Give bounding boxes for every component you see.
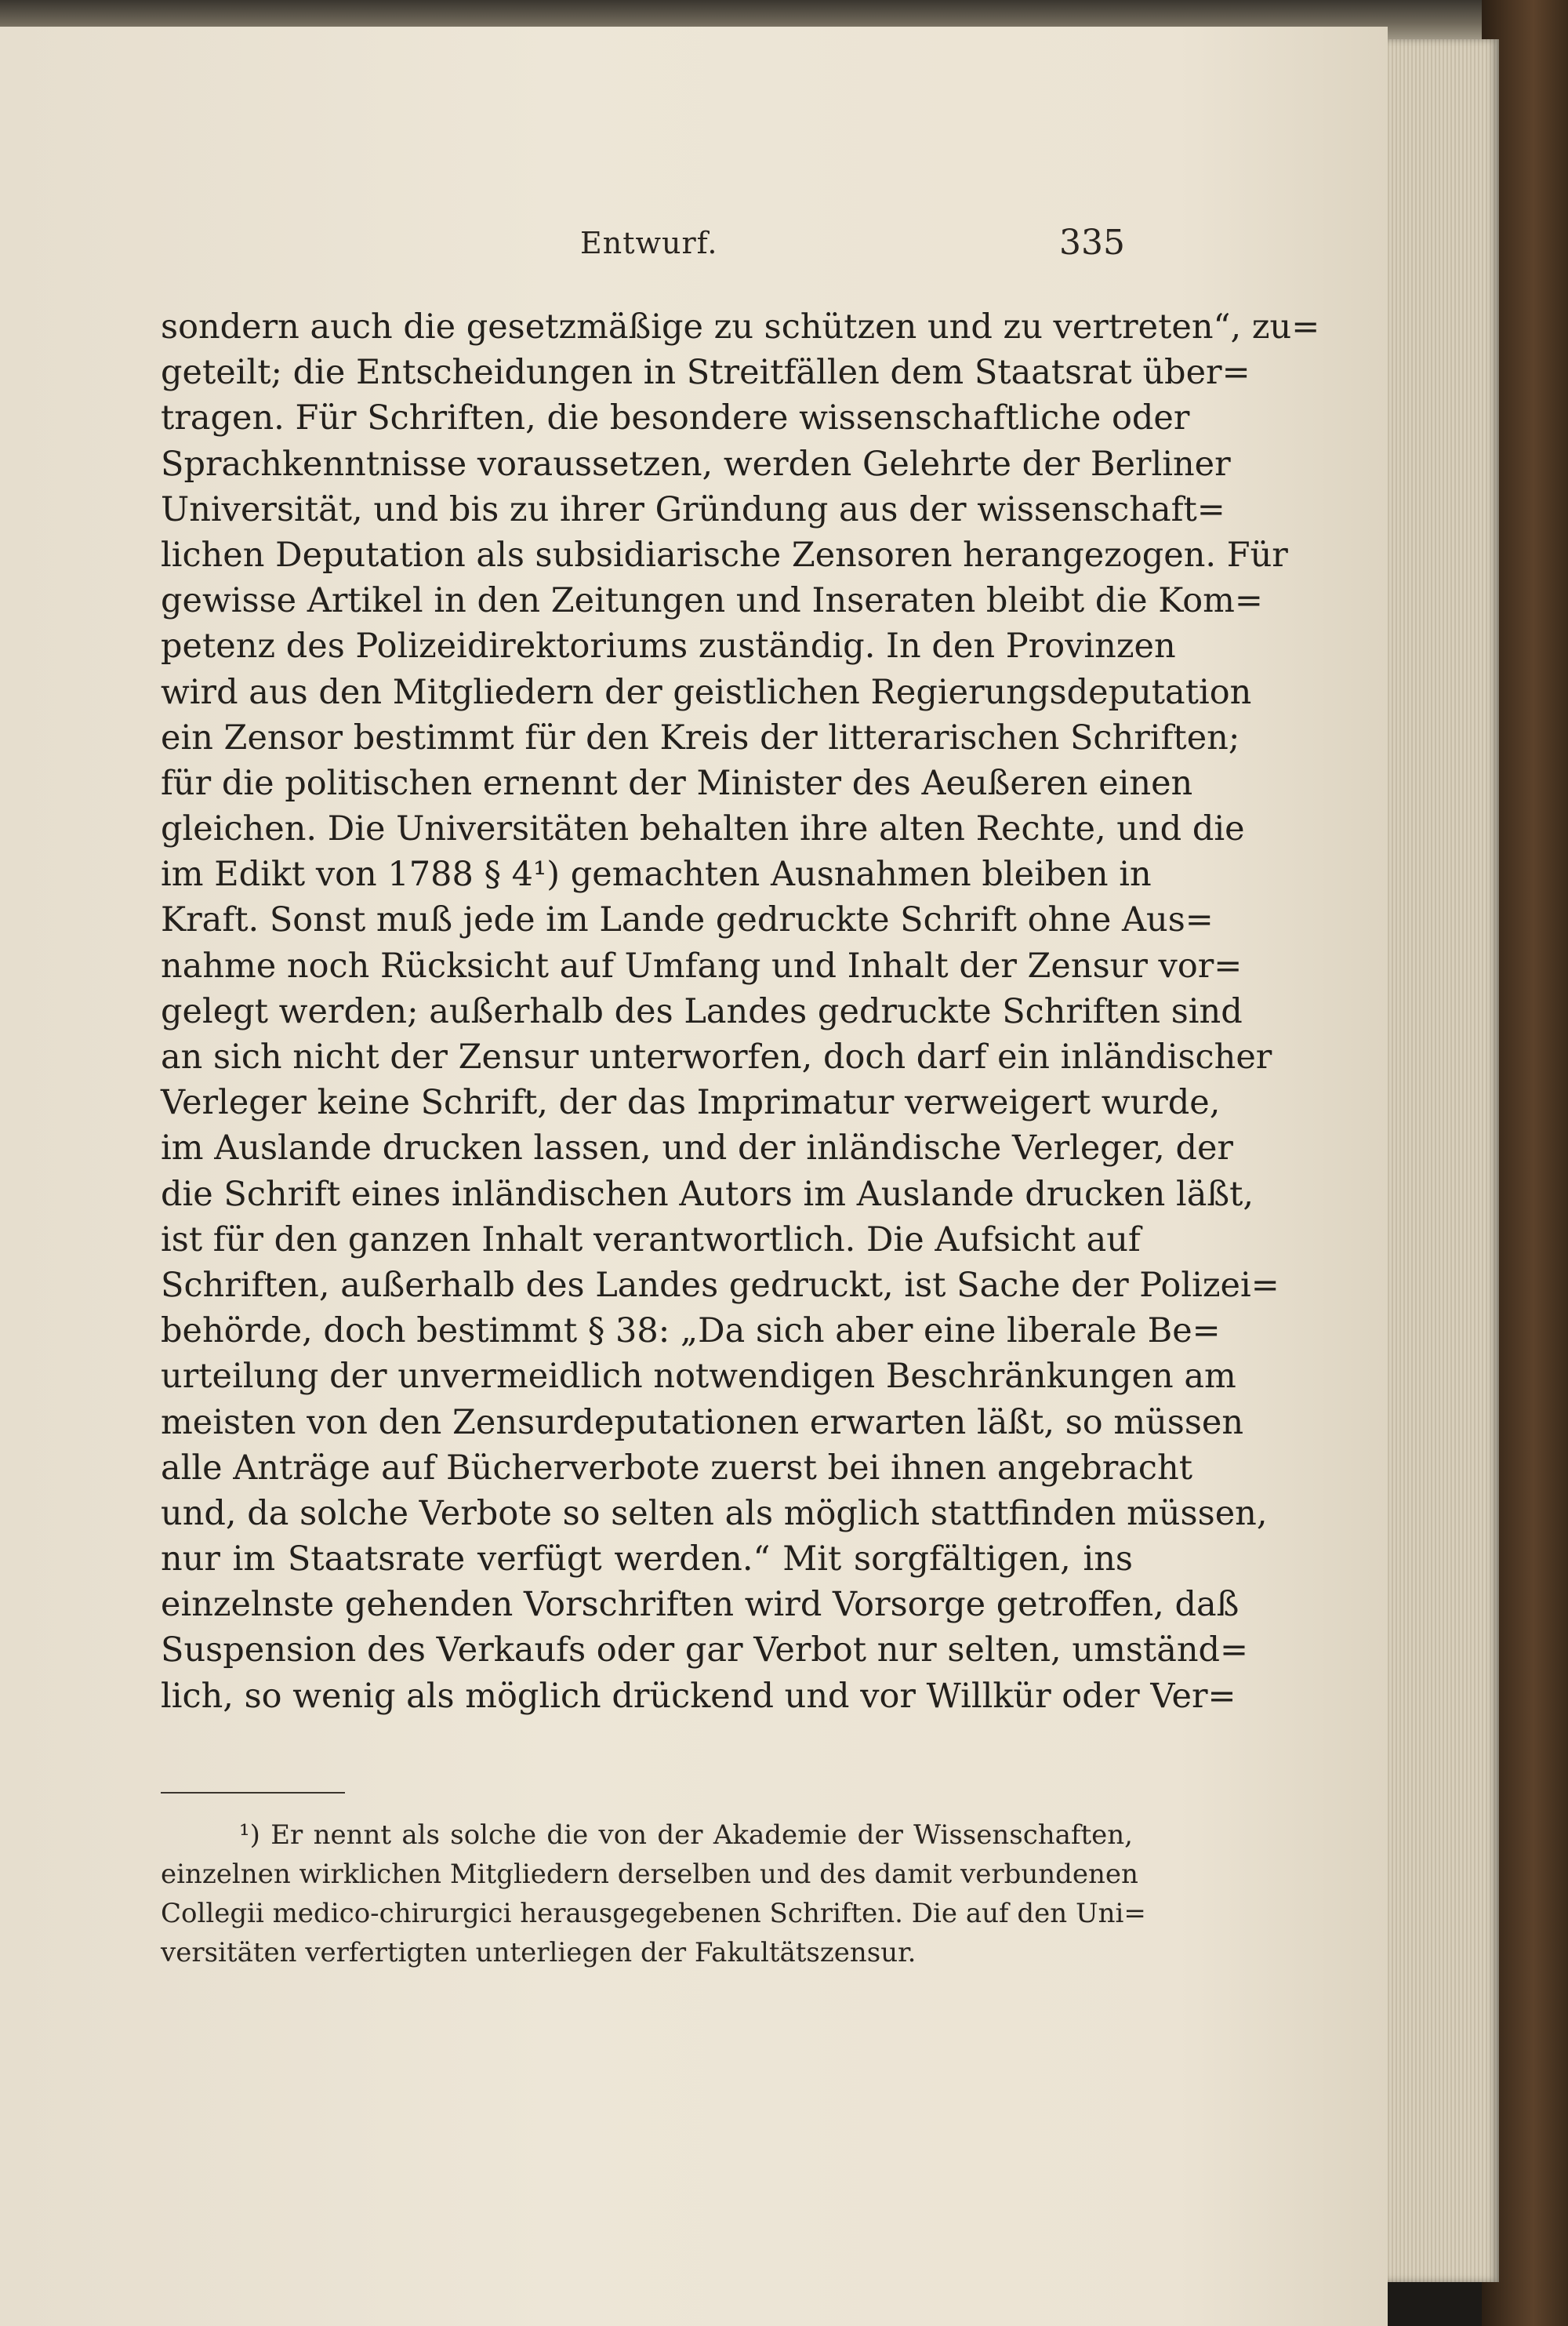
text-line: lich, so wenig als möglich drückend und vor Willkür oder Ver=: [161, 1676, 1236, 1716]
text-line: einzelnste gehenden Vorschriften wird Vorsorge getroffen, daß: [161, 1585, 1240, 1625]
footnote-divider: [161, 1792, 345, 1794]
text-line: geteilt; die Entscheidungen in Streitfällen dem Staatsrat über=: [161, 353, 1250, 393]
text-line: die Schrift eines inländischen Autors im Auslande drucken läßt,: [161, 1174, 1254, 1214]
text-line: und, da solche Verbote so selten als möglich stattfinden müssen,: [161, 1493, 1268, 1533]
text-line: nahme noch Rücksicht auf Umfang und Inhalt der Zensur vor=: [161, 946, 1243, 986]
text-line: Kraft. Sonst muß jede im Lande gedruckte Schrift ohne Aus=: [161, 900, 1214, 940]
text-line: gleichen. Die Universitäten behalten ihre alten Rechte, und die: [161, 809, 1245, 849]
running-head: [161, 220, 1125, 267]
text-line: tragen. Für Schriften, die besondere wissenschaftliche oder: [161, 398, 1190, 438]
text-line: Schriften, außerhalb des Landes gedruckt, ist Sache der Polizei=: [161, 1265, 1279, 1305]
footnote-line: Collegii medico-chirurgici herausgegebenen Schriften. Die auf den Uni=: [161, 1898, 1146, 1929]
text-line: Sprachkenntnisse voraussetzen, werden Gelehrte der Berliner: [161, 444, 1231, 484]
text-line: Suspension des Verkaufs oder gar Verbot nur selten, umständ=: [161, 1630, 1249, 1670]
text-line: an sich nicht der Zensur unterworfen, doch darf ein inländischer: [161, 1038, 1272, 1077]
text-line: behörde, doch bestimmt § 38: „Da sich aber eine liberale Be=: [161, 1311, 1221, 1351]
text-line: urteilung der unvermeidlich notwendigen Beschränkungen am: [161, 1357, 1236, 1397]
text-line: für die politischen ernennt der Minister des Aeußeren einen: [161, 763, 1193, 803]
page-block-edge: [1381, 39, 1499, 2282]
text-line: Verleger keine Schrift, der das Imprimatur verweigert wurde,: [161, 1083, 1221, 1123]
text-line: nur im Staatsrate verfügt werden.“ Mit sorgfältigen, ins: [161, 1539, 1133, 1579]
text-line: lichen Deputation als subsidiarische Zensoren herangezogen. Für: [161, 535, 1288, 575]
text-line: ein Zensor bestimmt für den Kreis der litterarischen Schriften;: [161, 718, 1240, 758]
text-line: im Auslande drucken lassen, und der inländische Verleger, der: [161, 1128, 1233, 1168]
text-line: wird aus den Mitgliedern der geistlichen Regierungsdeputation: [161, 672, 1252, 712]
footnote-line: versitäten verfertigten unterliegen der Fakultätszensur.: [161, 1937, 916, 1968]
text-line: im Edikt von 1788 § 4¹) gemachten Ausnahmen bleiben in: [161, 855, 1152, 895]
text-line: sondern auch die gesetzmäßige zu schützen und zu vertreten“, zu=: [161, 307, 1320, 347]
footnotes: [161, 1815, 1146, 1972]
text-line: gelegt werden; außerhalb des Landes gedruckte Schriften sind: [161, 991, 1243, 1031]
footnote-line: ¹) Er nennt als solche die von der Akademie der Wissenschaften,: [239, 1819, 1133, 1851]
text-line: gewisse Artikel in den Zeitungen und Inseraten bleibt die Kom=: [161, 581, 1263, 621]
text-line: alle Anträge auf Bücherverbote zuerst bei ihnen angebracht: [161, 1448, 1192, 1488]
text-line: petenz des Polizeidirektoriums zuständig. In den Provinzen: [161, 627, 1176, 667]
page-number: 335: [1059, 223, 1125, 263]
footnote-line: einzelnen wirklichen Mitgliedern derselben und des damit verbundenen: [161, 1859, 1138, 1890]
text-line: Universität, und bis zu ihrer Gründung aus der wissenschaft=: [161, 489, 1225, 529]
body-text: [161, 304, 1320, 1719]
text-line: meisten von den Zensurdeputationen erwarten läßt, so müssen: [161, 1402, 1244, 1442]
running-head-title: Entwurf.: [580, 226, 718, 260]
text-line: ist für den ganzen Inhalt verantwortlich. Die Aufsicht auf: [161, 1219, 1141, 1259]
